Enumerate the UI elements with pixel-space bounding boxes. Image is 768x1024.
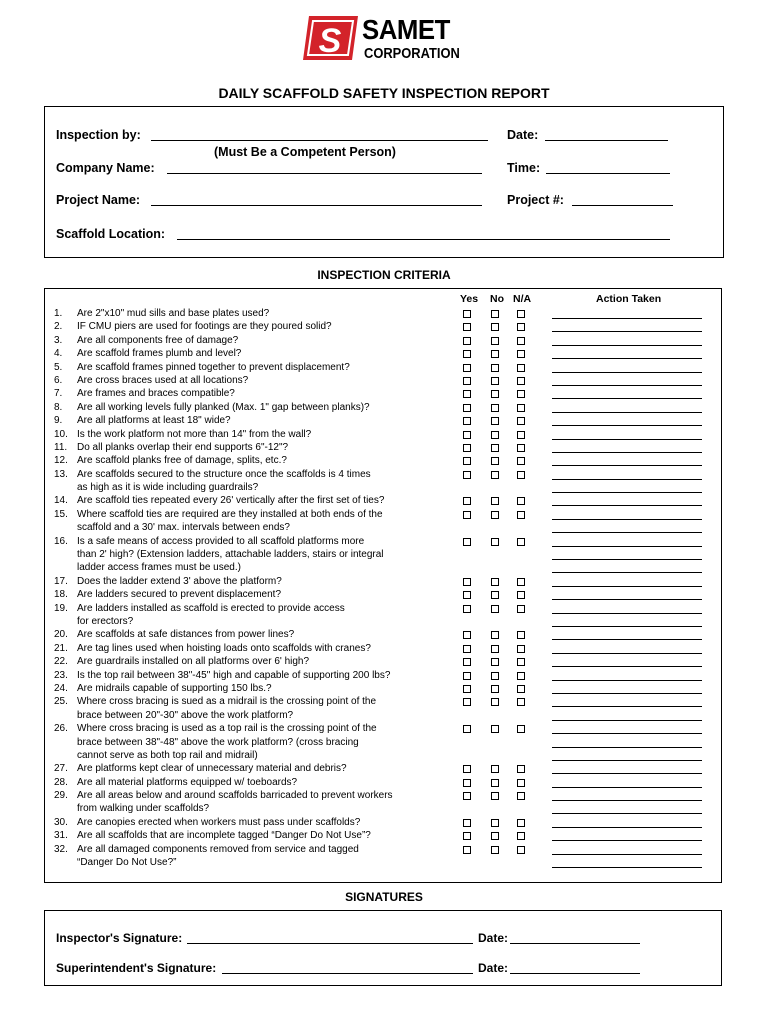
date-field[interactable]	[545, 140, 668, 141]
criteria-list	[0, 307, 768, 869]
criteria-question: Are 2"x10" mud sills and base plates used?	[77, 308, 270, 319]
action-taken-field[interactable]	[552, 318, 702, 319]
action-taken-field[interactable]	[552, 653, 702, 654]
na-checkbox[interactable]	[517, 377, 525, 385]
criteria-number: 5.	[54, 361, 63, 373]
no-checkbox[interactable]	[491, 792, 499, 800]
criteria-row	[0, 802, 768, 815]
na-checkbox[interactable]	[517, 765, 525, 773]
yes-checkbox[interactable]	[463, 846, 471, 854]
action-taken-field[interactable]	[552, 385, 702, 386]
no-checkbox[interactable]	[491, 310, 499, 318]
criteria-question: Are scaffold frames pinned together to prevent displacement?	[77, 361, 350, 373]
action-taken-field[interactable]	[552, 787, 702, 788]
criteria-number: 28.	[54, 776, 68, 788]
svg-text:S: S	[318, 22, 342, 60]
na-checkbox[interactable]	[517, 725, 525, 733]
no-checkbox[interactable]	[491, 832, 499, 840]
criteria-row	[0, 387, 768, 400]
criteria-row	[0, 642, 768, 655]
action-taken-field[interactable]	[552, 398, 702, 399]
yes-checkbox[interactable]	[463, 672, 471, 680]
col-na: N/A	[513, 293, 532, 305]
na-checkbox[interactable]	[517, 792, 525, 800]
na-checkbox[interactable]	[517, 350, 525, 358]
criteria-question: Are cross braces used at all locations?	[77, 374, 249, 386]
yes-checkbox[interactable]	[463, 779, 471, 787]
action-taken-field[interactable]	[552, 479, 702, 480]
na-checkbox[interactable]	[517, 578, 525, 586]
action-taken-field[interactable]	[552, 372, 702, 373]
criteria-row	[0, 762, 768, 775]
action-taken-field[interactable]	[552, 599, 702, 600]
no-checkbox[interactable]	[491, 779, 499, 787]
no-checkbox[interactable]	[491, 698, 499, 706]
na-checkbox[interactable]	[517, 444, 525, 452]
na-checkbox[interactable]	[517, 511, 525, 519]
signatures-title: SIGNATURES	[345, 890, 423, 904]
superintendent-signature-label: Superintendent's Signature:	[56, 961, 217, 975]
criteria-question: Is the top rail between 38"-45" high and capable of supporting 200 lbs?	[77, 669, 391, 681]
no-checkbox[interactable]	[491, 444, 499, 452]
action-taken-field[interactable]	[552, 492, 702, 493]
no-checkbox[interactable]	[491, 765, 499, 773]
criteria-row	[0, 829, 768, 842]
criteria-question: Do all planks overlap their end supports 6"-12"?	[77, 441, 289, 453]
action-taken-field[interactable]	[552, 613, 702, 614]
na-checkbox[interactable]	[517, 832, 525, 840]
criteria-number: 6.	[54, 374, 63, 386]
criteria-number: 9.	[54, 415, 63, 427]
yes-checkbox[interactable]	[463, 337, 471, 345]
criteria-number: 22.	[54, 656, 68, 668]
criteria-question: “Danger Do Not Use?”	[77, 857, 177, 869]
criteria-row	[0, 602, 768, 615]
action-taken-field[interactable]	[552, 586, 702, 587]
col-action-taken: Action Taken	[596, 293, 662, 305]
inspection-by-label: Inspection by:	[56, 128, 141, 142]
inspector-signature-field[interactable]	[187, 943, 473, 944]
na-checkbox[interactable]	[517, 457, 525, 465]
yes-checkbox[interactable]	[463, 497, 471, 505]
na-checkbox[interactable]	[517, 591, 525, 599]
criteria-number: 21.	[54, 642, 68, 654]
inspection-criteria-title: INSPECTION CRITERIA	[317, 268, 451, 282]
criteria-row	[0, 548, 768, 561]
criteria-row	[0, 454, 768, 467]
yes-checkbox[interactable]	[463, 390, 471, 398]
criteria-question: ladder access frames must be used.)	[77, 562, 241, 574]
criteria-question: for erectors?	[77, 615, 134, 627]
criteria-question: Are scaffolds secured to the structure once the scaffolds is 4 times	[77, 468, 371, 480]
no-checkbox[interactable]	[491, 819, 499, 827]
action-taken-field[interactable]	[552, 867, 702, 868]
yes-checkbox[interactable]	[463, 471, 471, 479]
yes-checkbox[interactable]	[463, 431, 471, 439]
criteria-question: Are scaffold planks free of damage, splits, etc.?	[77, 455, 287, 467]
project-name-field[interactable]	[151, 205, 482, 206]
na-checkbox[interactable]	[517, 685, 525, 693]
action-taken-field[interactable]	[552, 813, 702, 814]
yes-checkbox[interactable]	[463, 819, 471, 827]
no-checkbox[interactable]	[491, 846, 499, 854]
scaffold-location-field[interactable]	[177, 239, 670, 240]
yes-checkbox[interactable]	[463, 377, 471, 385]
no-checkbox[interactable]	[491, 404, 499, 412]
action-taken-field[interactable]	[552, 572, 702, 573]
no-checkbox[interactable]	[491, 672, 499, 680]
action-taken-field[interactable]	[552, 626, 702, 627]
na-checkbox[interactable]	[517, 631, 525, 639]
criteria-number: 2.	[54, 321, 63, 333]
criteria-number: 10.	[54, 428, 68, 440]
yes-checkbox[interactable]	[463, 364, 471, 372]
time-label: Time:	[507, 161, 541, 175]
criteria-question: Are ladders secured to prevent displacement?	[77, 589, 282, 601]
yes-checkbox[interactable]	[463, 698, 471, 706]
criteria-question: Are frames and braces compatible?	[77, 388, 235, 400]
company-name-field[interactable]	[167, 173, 482, 174]
criteria-row	[0, 615, 768, 628]
action-taken-field[interactable]	[552, 465, 702, 466]
action-taken-field[interactable]	[552, 412, 702, 413]
yes-checkbox[interactable]	[463, 457, 471, 465]
date-label: Date:	[507, 128, 539, 142]
action-taken-field[interactable]	[552, 800, 702, 801]
na-checkbox[interactable]	[517, 819, 525, 827]
na-checkbox[interactable]	[517, 310, 525, 318]
no-checkbox[interactable]	[491, 658, 499, 666]
criteria-question: brace between 38"-48" above the work platform? (cross bracing	[77, 736, 359, 748]
criteria-row	[0, 374, 768, 387]
criteria-question: Are scaffold ties repeated every 26' vertically after the first set of ties?	[77, 495, 385, 507]
action-taken-field[interactable]	[552, 519, 702, 520]
criteria-row	[0, 361, 768, 374]
no-checkbox[interactable]	[491, 725, 499, 733]
criteria-row	[0, 535, 768, 548]
no-checkbox[interactable]	[491, 390, 499, 398]
na-checkbox[interactable]	[517, 698, 525, 706]
report-title: DAILY SCAFFOLD SAFETY INSPECTION REPORT	[218, 85, 550, 101]
criteria-number: 18.	[54, 589, 68, 601]
criteria-number: 29.	[54, 790, 68, 802]
yes-checkbox[interactable]	[463, 310, 471, 318]
na-checkbox[interactable]	[517, 337, 525, 345]
time-field[interactable]	[546, 173, 670, 174]
criteria-number: 3.	[54, 334, 63, 346]
yes-checkbox[interactable]	[463, 511, 471, 519]
criteria-row	[0, 441, 768, 454]
inspection-by-field[interactable]	[151, 140, 488, 141]
criteria-question: Where cross bracing is used as a top rail is the crossing point of the	[77, 723, 377, 735]
yes-checkbox[interactable]	[463, 350, 471, 358]
criteria-row	[0, 508, 768, 521]
scaffold-location-label: Scaffold Location:	[56, 227, 166, 241]
no-checkbox[interactable]	[491, 337, 499, 345]
project-number-field[interactable]	[572, 205, 673, 206]
criteria-question: Are platforms kept clear of unnecessary material and debris?	[77, 763, 347, 775]
superintendent-signature-field[interactable]	[222, 973, 473, 974]
criteria-row	[0, 682, 768, 695]
criteria-number: 19.	[54, 602, 68, 614]
no-checkbox[interactable]	[491, 431, 499, 439]
criteria-row	[0, 669, 768, 682]
company-logo	[303, 13, 471, 65]
company-subtitle: CORPORATION	[364, 45, 460, 62]
no-checkbox[interactable]	[491, 350, 499, 358]
criteria-number: 8.	[54, 401, 63, 413]
criteria-question: Is a safe means of access provided to all scaffold platforms more	[77, 535, 365, 547]
no-checkbox[interactable]	[491, 457, 499, 465]
criteria-row	[0, 816, 768, 829]
criteria-number: 14.	[54, 495, 68, 507]
criteria-row	[0, 628, 768, 641]
criteria-row	[0, 588, 768, 601]
criteria-row	[0, 494, 768, 507]
criteria-row	[0, 307, 768, 320]
yes-checkbox[interactable]	[463, 765, 471, 773]
criteria-number: 32.	[54, 843, 68, 855]
criteria-question: scaffold and a 30' max. intervals between ends?	[77, 522, 290, 534]
na-checkbox[interactable]	[517, 417, 525, 425]
samet-logo-icon	[303, 14, 358, 62]
criteria-row	[0, 414, 768, 427]
criteria-row	[0, 468, 768, 481]
action-taken-field[interactable]	[552, 358, 702, 359]
yes-checkbox[interactable]	[463, 685, 471, 693]
na-checkbox[interactable]	[517, 431, 525, 439]
no-checkbox[interactable]	[491, 471, 499, 479]
inspector-signature-label: Inspector's Signature:	[56, 931, 183, 945]
criteria-question: cannot serve as both top rail and midrail)	[77, 749, 258, 761]
na-checkbox[interactable]	[517, 779, 525, 787]
criteria-number: 12.	[54, 455, 68, 467]
na-checkbox[interactable]	[517, 497, 525, 505]
action-taken-field[interactable]	[552, 532, 702, 533]
criteria-number: 15.	[54, 508, 68, 520]
no-checkbox[interactable]	[491, 645, 499, 653]
criteria-question: Where cross bracing is sued as a midrail is the crossing point of the	[77, 696, 377, 708]
yes-checkbox[interactable]	[463, 323, 471, 331]
criteria-number: 16.	[54, 535, 68, 547]
criteria-row	[0, 481, 768, 494]
criteria-number: 24.	[54, 682, 68, 694]
criteria-row	[0, 709, 768, 722]
criteria-question: Are canopies erected when workers must pass under scaffolds?	[77, 816, 361, 828]
no-checkbox[interactable]	[491, 364, 499, 372]
project-name-label: Project Name:	[56, 193, 141, 207]
yes-checkbox[interactable]	[463, 725, 471, 733]
criteria-number: 25.	[54, 696, 68, 708]
criteria-question: than 2' high? (Extension ladders, attachable ladders, stairs or integral	[77, 549, 384, 561]
criteria-question: Where scaffold ties are required are they installed at both ends of the	[77, 508, 383, 520]
criteria-row	[0, 655, 768, 668]
na-checkbox[interactable]	[517, 390, 525, 398]
na-checkbox[interactable]	[517, 645, 525, 653]
col-yes: Yes	[460, 293, 479, 305]
action-taken-field[interactable]	[552, 854, 702, 855]
criteria-question: Are tag lines used when hoisting loads onto scaffolds with cranes?	[77, 642, 371, 654]
yes-checkbox[interactable]	[463, 832, 471, 840]
criteria-number: 13.	[54, 468, 68, 480]
action-taken-field[interactable]	[552, 331, 702, 332]
criteria-row	[0, 428, 768, 441]
criteria-question: Are scaffold frames plumb and level?	[77, 348, 242, 360]
no-checkbox[interactable]	[491, 631, 499, 639]
project-number-label: Project #:	[507, 193, 564, 207]
action-taken-field[interactable]	[552, 773, 702, 774]
no-checkbox[interactable]	[491, 591, 499, 599]
criteria-number: 20.	[54, 629, 68, 641]
superintendent-date-field[interactable]	[510, 973, 640, 974]
no-checkbox[interactable]	[491, 323, 499, 331]
no-checkbox[interactable]	[491, 497, 499, 505]
action-taken-field[interactable]	[552, 760, 702, 761]
criteria-number: 4.	[54, 348, 63, 360]
action-taken-field[interactable]	[552, 693, 702, 694]
criteria-question: Are all platforms at least 18" wide?	[77, 415, 231, 427]
yes-checkbox[interactable]	[463, 538, 471, 546]
criteria-question: Are all scaffolds that are incomplete tagged “Danger Do Not Use”?	[77, 830, 371, 842]
no-checkbox[interactable]	[491, 578, 499, 586]
criteria-row	[0, 776, 768, 789]
criteria-row	[0, 856, 768, 869]
yes-checkbox[interactable]	[463, 578, 471, 586]
yes-checkbox[interactable]	[463, 605, 471, 613]
criteria-question: Are all damaged components removed from service and tagged	[77, 843, 359, 855]
criteria-question: Are midrails capable of supporting 150 lbs.?	[77, 682, 272, 694]
criteria-question: Are all material platforms equipped w/ toeboards?	[77, 776, 298, 788]
action-taken-field[interactable]	[552, 680, 702, 681]
criteria-question: Are all working levels fully planked (Max. 1" gap between planks)?	[77, 401, 370, 413]
na-checkbox[interactable]	[517, 538, 525, 546]
criteria-question: Are ladders installed as scaffold is erected to provide access	[77, 602, 345, 614]
action-taken-field[interactable]	[552, 827, 702, 828]
no-checkbox[interactable]	[491, 377, 499, 385]
yes-checkbox[interactable]	[463, 792, 471, 800]
no-checkbox[interactable]	[491, 417, 499, 425]
no-checkbox[interactable]	[491, 685, 499, 693]
yes-checkbox[interactable]	[463, 417, 471, 425]
yes-checkbox[interactable]	[463, 591, 471, 599]
criteria-row	[0, 575, 768, 588]
na-checkbox[interactable]	[517, 658, 525, 666]
action-taken-field[interactable]	[552, 452, 702, 453]
criteria-question: brace between 20"-30" above the work platform?	[77, 709, 294, 721]
criteria-question: Are guardrails installed on all platforms over 6' high?	[77, 656, 310, 668]
criteria-number: 26.	[54, 723, 68, 735]
action-taken-field[interactable]	[552, 505, 702, 506]
no-checkbox[interactable]	[491, 511, 499, 519]
action-taken-field[interactable]	[552, 639, 702, 640]
yes-checkbox[interactable]	[463, 444, 471, 452]
na-checkbox[interactable]	[517, 605, 525, 613]
criteria-number: 31.	[54, 830, 68, 842]
criteria-question: as high as it is wide including guardrails?	[77, 482, 259, 494]
criteria-row	[0, 521, 768, 534]
yes-checkbox[interactable]	[463, 631, 471, 639]
no-checkbox[interactable]	[491, 538, 499, 546]
criteria-row	[0, 320, 768, 333]
company-name-label: Company Name:	[56, 161, 155, 175]
criteria-number: 7.	[54, 388, 63, 400]
action-taken-field[interactable]	[552, 666, 702, 667]
action-taken-field[interactable]	[552, 439, 702, 440]
action-taken-field[interactable]	[552, 559, 702, 560]
col-no: No	[490, 293, 504, 305]
criteria-number: 30.	[54, 816, 68, 828]
na-checkbox[interactable]	[517, 672, 525, 680]
na-checkbox[interactable]	[517, 846, 525, 854]
criteria-question: IF CMU piers are used for footings are they poured solid?	[77, 321, 332, 333]
criteria-row	[0, 561, 768, 574]
action-taken-field[interactable]	[552, 733, 702, 734]
criteria-row	[0, 749, 768, 762]
company-name: SAMET	[362, 14, 450, 45]
criteria-question: Are scaffolds at safe distances from power lines?	[77, 629, 295, 641]
inspector-date-label: Date:	[478, 931, 509, 945]
criteria-number: 11.	[54, 441, 68, 453]
na-checkbox[interactable]	[517, 404, 525, 412]
action-taken-field[interactable]	[552, 840, 702, 841]
criteria-question: Does the ladder extend 3' above the platform?	[77, 575, 282, 587]
yes-checkbox[interactable]	[463, 658, 471, 666]
yes-checkbox[interactable]	[463, 404, 471, 412]
competent-person-note: (Must Be a Competent Person)	[214, 145, 396, 159]
criteria-number: 23.	[54, 669, 68, 681]
action-taken-field[interactable]	[552, 425, 702, 426]
criteria-row	[0, 736, 768, 749]
na-checkbox[interactable]	[517, 471, 525, 479]
yes-checkbox[interactable]	[463, 645, 471, 653]
criteria-number: 1.	[54, 308, 63, 319]
criteria-question: Is the work platform not more than 14" from the wall?	[77, 428, 312, 440]
action-taken-field[interactable]	[552, 706, 702, 707]
action-taken-field[interactable]	[552, 345, 702, 346]
criteria-row	[0, 334, 768, 347]
na-checkbox[interactable]	[517, 364, 525, 372]
criteria-question: Are all components free of damage?	[77, 334, 239, 346]
criteria-row	[0, 695, 768, 708]
criteria-question: from walking under scaffolds?	[77, 803, 210, 815]
no-checkbox[interactable]	[491, 605, 499, 613]
action-taken-field[interactable]	[552, 747, 702, 748]
criteria-number: 27.	[54, 763, 68, 775]
criteria-row	[0, 789, 768, 802]
criteria-row	[0, 722, 768, 735]
criteria-row	[0, 843, 768, 856]
inspector-date-field[interactable]	[510, 943, 640, 944]
action-taken-field[interactable]	[552, 546, 702, 547]
na-checkbox[interactable]	[517, 323, 525, 331]
criteria-number: 17.	[54, 575, 68, 587]
action-taken-field[interactable]	[552, 720, 702, 721]
criteria-question: Are all areas below and around scaffolds barricaded to prevent workers	[77, 790, 393, 802]
superintendent-date-label: Date:	[478, 961, 509, 975]
criteria-row	[0, 347, 768, 360]
criteria-row	[0, 401, 768, 414]
